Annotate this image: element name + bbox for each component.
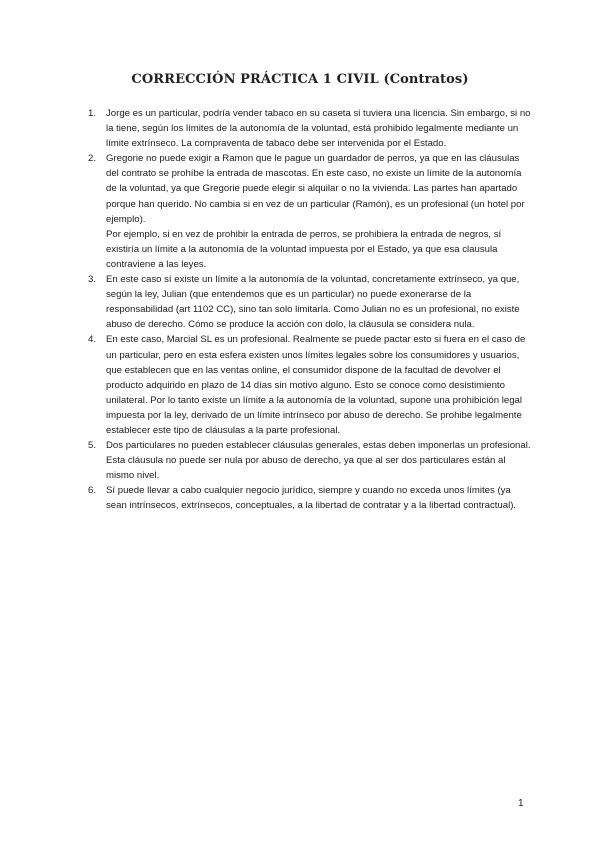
item-number: 3. — [88, 274, 97, 286]
list-item — [88, 106, 533, 151]
item-paragraph: En este caso sí existe un límite a la autonomía de la voluntad, concretamente extrínseco, ya que, según la ley, Julian (que entendemos que es un particular) no puede exonerarse de la responsabilidad (art 1102 CC), sino tan solo limitarla. Como Julian no es un profesional, no existe abuso de derecho. Cómo se produce la acción con dolo, la cláusula se considera nula. — [106, 274, 520, 331]
list-item — [88, 272, 533, 332]
list-item — [88, 438, 533, 483]
list-item — [88, 483, 533, 513]
item-paragraph: Jorge es un particular, podría vender tabaco en su caseta si tuviera una licencia. Sin embargo, si no la tiene, según los límites de la autonomía de la voluntad, está prohibido legalmente mediante un límite extrínseco. La compraventa de tabaco debe ser intervenida por el Estado. — [106, 108, 531, 150]
item-number: 6. — [88, 485, 97, 497]
item-paragraph: Dos particulares no pueden establecer cláusulas generales, estas deben imponerlas un profesional. Esta cláusula no puede ser nula por abuso de derecho, ya que al ser dos particulares están al mismo nivel. — [106, 440, 531, 482]
list-item — [88, 332, 533, 438]
item-paragraph: En este caso, Marcial SL es un profesional. Realmente se puede pactar esto si fuera en el caso de un particular, pero en esta esfera existen unos límites legales sobre los consumidores y usuarios, que establecen que en las ventas online, el consumidor dispone de la facultad de devolver el producto adquirido en plazo de 14 días sin motivo alguno. Esto se conoce como desistimiento unilateral. Por lo tanto existe un límite a la autonomía de la voluntad, supone una prohibición legal impuesta por la ley, derivado de un límite intrínseco por abuso de derecho. Se prohibe legalmente establecer este tipo de cláusulas a la parte profesional. — [106, 334, 526, 436]
item-paragraph: Por ejemplo, si en vez de prohibir la entrada de perros, se prohibiera la entrada de negros, sí existiría un límite a la autonomía de la voluntad impuesta por el Estado, ya que esa clausula contraviene a las leyes. — [106, 228, 502, 270]
item-number: 2. — [88, 153, 97, 165]
answers-list — [88, 106, 533, 514]
item-number: 1. — [88, 108, 97, 119]
list-item — [88, 151, 533, 272]
item-number: 5. — [88, 440, 97, 452]
item-paragraph: Sí puede llevar a cabo cualquier negocio jurídico, siempre y cuando no exceda unos límites (ya sean intrínsecos, extrínsecos, conceptuales, a la libertad de contratar y a la libertad contractual). — [106, 485, 517, 512]
item-paragraph: Gregorie no puede exigir a Ramon que le pague un guardador de perros, ya que en las cláusulas del contrato se prohíbe la entrada de mascotas. En este caso, no existe un límite de la autonomía de la voluntad, ya que Gregorie puede elegir si alquilar o no la vivienda. Las partes han apartado porque han querido. No cambia si en vez de un particular (Ramón), es un profesional (un hotel por ejemplo). — [106, 153, 525, 225]
page-number: 1 — [518, 798, 524, 809]
item-number: 4. — [88, 334, 97, 346]
document-title: CORRECCIÓN PRÁCTICA 1 CIVIL (Contratos) — [131, 72, 469, 87]
